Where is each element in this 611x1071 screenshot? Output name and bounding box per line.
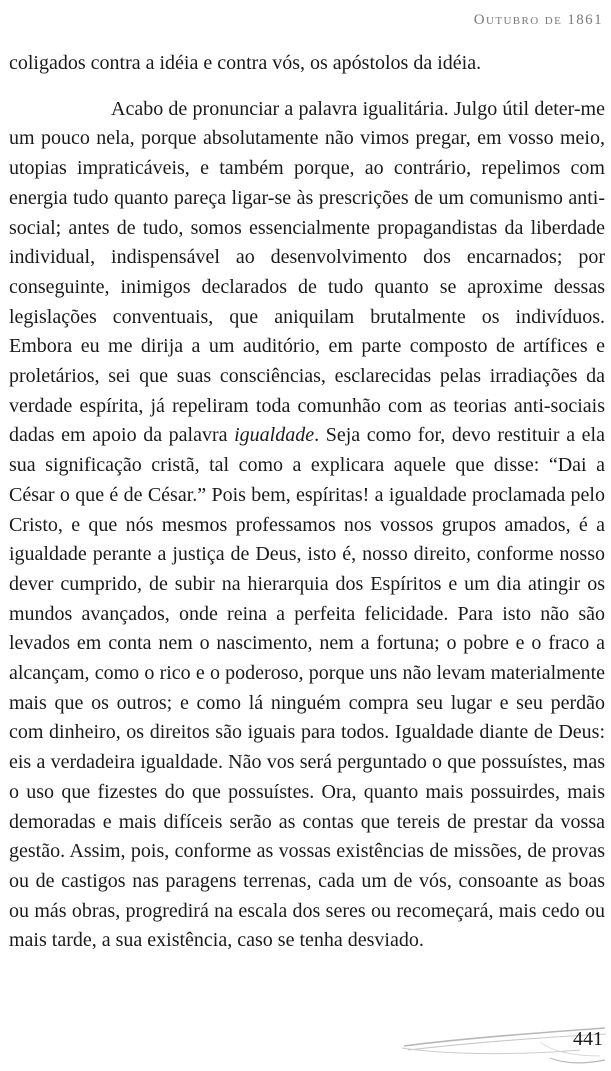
paragraph-text-part2: . Seja como for, devo restituir a ela sua significação cristã, tal como a explicara aquele que disse: “Dai a César o que é de César.” Pois bem, espíritas! a igualdade proclamada pelo Cristo, e que nós mesmos professamos nos vossos grupos amados, é a igualdade perante a justiça de Deus, isto é, nosso direito, conforme nosso dever cumprido, de subir na hierarquia dos Espíritos e um dia atingir os mundos avançados, onde reina a perfeita felicidade. Para isto não são levados em conta nem o nascimento, nem a fortuna; o pobre e o fraco a alcançam, como o rico e o poderoso, porque uns não levam materialmente mais que os outros; e como lá ninguém compra seu lugar e seu perdão com dinheiro, os direitos são iguais para todos. Igualdade diante de Deus: eis a verdadeira igualdade. Não vos será perguntado o que possuístes, mas o uso que fizestes do que possuístes. Ora, quanto mais possuirdes, mais demoradas e mais difíceis serão as contas que tereis de prestar da vossa gestão. Assim, pois, conforme as vossas existências de missões, de provas ou de castigos nas paragens terrenas, cada um de vós, consoante as boas ou más obras, progredirá na escala dos seres ou recomeçará, mais cedo ou mais tarde, a sua existência, caso se tenha desviado. — [9, 424, 605, 952]
continuation-line: coligados contra a idéia e contra vós, os apóstolos da idéia. — [9, 52, 482, 74]
main-paragraph — [9, 95, 605, 956]
body-text — [9, 49, 605, 956]
running-header: Outubro de 1861 — [473, 12, 603, 28]
page-footer — [400, 1020, 611, 1071]
page-number: 441 — [573, 1028, 603, 1050]
italic-word: igualdade — [234, 424, 315, 447]
paragraph-text-part1: Acabo de pronunciar a palavra igualitária. Julgo útil deter-me um pouco nela, porque absolutamente não vimos pregar, em vosso meio, utopias impraticáveis, e também porque, ao contrário, repelimos com energia tudo quanto pareça ligar-se às prescrições de um comunismo anti-social; antes de tudo, somos essencialmente propagandistas da liberdade individual, indispensável ao desenvolvimento dos encarnados; por conseguinte, inimigos declarados de tudo quanto se aproxime dessas legislações conventuais, que aniquilam brutalmente os indivíduos. Embora eu me dirija a um auditório, em parte composto de artífices e proletários, sei que suas consciências, esclarecidas pelas irradiações da verdade espírita, já repeliram toda comunhão com as teorias anti-sociais dadas em apoio da palavra — [9, 97, 605, 447]
